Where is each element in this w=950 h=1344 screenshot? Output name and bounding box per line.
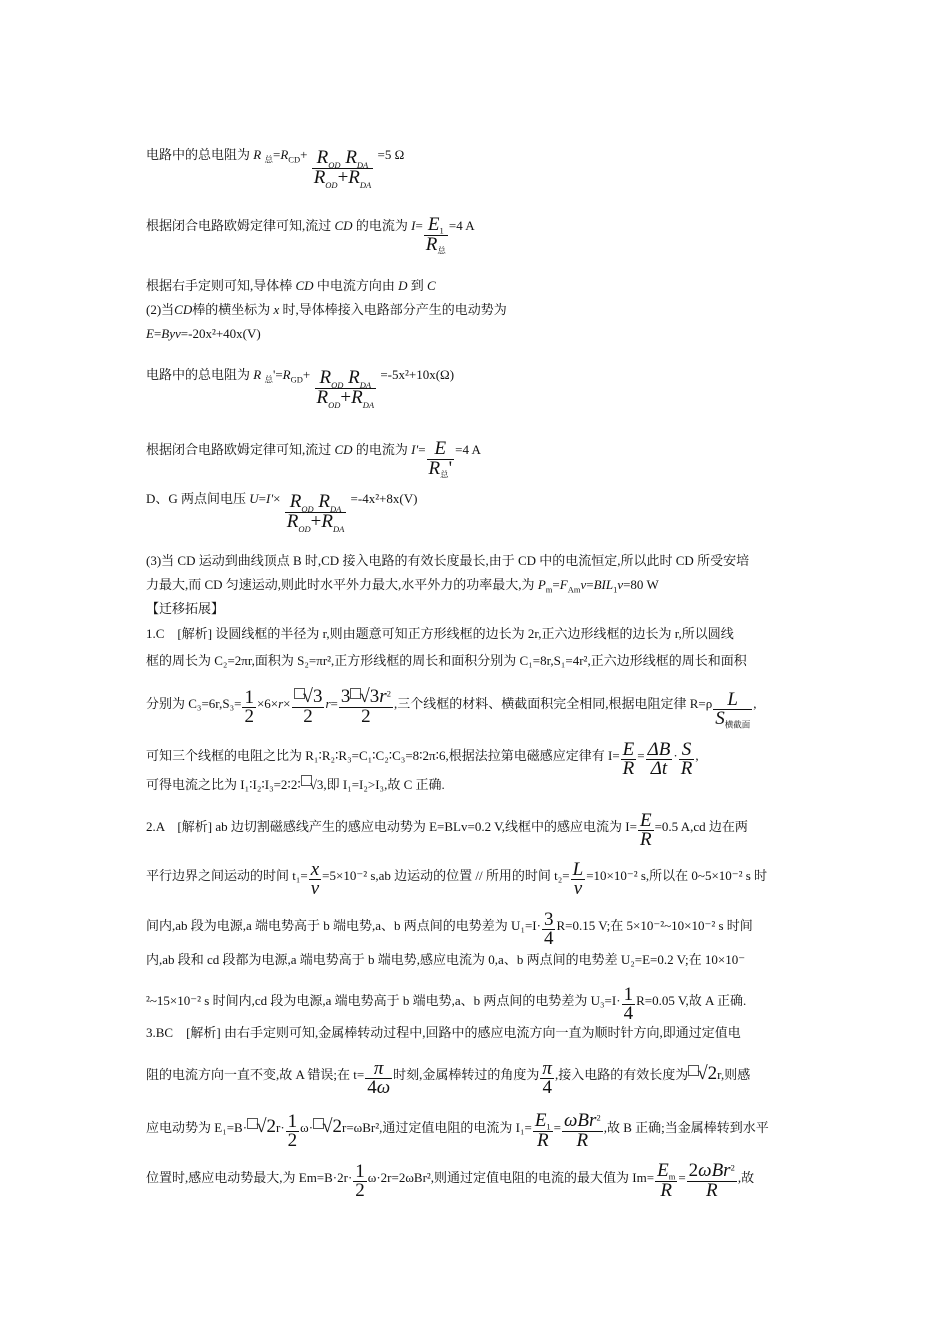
text: 时,导体棒接入电路部分产生的电动势为 <box>282 302 507 317</box>
result: =80 W <box>623 577 659 592</box>
text: r=ωBr²,通过定值电阻的电流为 I₁= <box>342 1120 532 1135</box>
fraction: $\frac{1}{2}$ <box>287 1111 298 1151</box>
text: =5×10⁻² s,ab 边运动的位置 // 所用的时间 t₂= <box>322 868 570 883</box>
text: 平行边界之间运动的时间 t₁= <box>146 868 308 883</box>
text: 电路中的总电阻为 <box>146 367 251 382</box>
text: 分别为 C₃=6r,S₃= <box>146 696 242 711</box>
p3-line4: 位置时,感应电动势最大,为 Em=B·2r· $\frac{1}{2}$ ω·2r=2ωBr²,则通过定值电阻的电流的最大值为 Im= $\frac{E_m}{R}$ = $\frac{2\omega Br^2}{R}$ ,故 <box>146 1160 755 1201</box>
fraction: $\frac{E}{R}$ <box>622 739 635 779</box>
text: ω· <box>300 1120 314 1135</box>
text: 到 <box>410 278 424 293</box>
fraction: $\frac{1}{2}$ <box>355 1161 365 1201</box>
line-total-resistance: 电路中的总电阻为 R $_总=R_{CD}+$ $\frac{R_{OD} R_{DA}}{R_{OD}+R_{DA}}$ =5 Ω <box>146 147 405 190</box>
text: R=0.05 V,故 A 正确. <box>636 993 747 1008</box>
fraction: $\frac{E_m}{R}$ <box>657 1160 676 1201</box>
text: 电路中的总电阻为 <box>146 147 251 162</box>
fraction: $\frac{R_{OD} R_{DA}}{R_{OD}+R_{DA}}$ <box>286 491 345 534</box>
text: 2.A [解析] ab 边切割磁感线产生的感应电动势为 E=BLv=0.2 V,线框中的感应电流为 I= <box>146 819 637 834</box>
p2-line1 <box>146 812 748 849</box>
line-current: 根据闭合电路欧姆定律可知,流过 CD 的电流为 I= $\frac{E_1}{R_总}$ =4 A <box>146 214 475 256</box>
fraction: $\frac{\pi}{4\omega}$ <box>367 1058 391 1098</box>
heading-text: 【迁移拓展】 <box>146 601 225 616</box>
text: ,接入电路的有效长度为 <box>554 1067 689 1082</box>
p1-line2 <box>146 652 747 670</box>
line-total-resistance-2: 电路中的总电阻为 R $_总'=R_{GD}+$ $\frac{R_{OD} R_{DA}}{R_{OD}+R_{DA}}$ =-5x²+10x(Ω) <box>146 367 455 410</box>
result: =5 Ω <box>377 147 405 162</box>
text: 间内,ab 段为电源,a 端电势高于 b 端电势,a、b 两点间的电势差为 U₁=I· <box>146 918 541 933</box>
fraction: $\frac{\pi}{4}$ <box>542 1058 552 1098</box>
text: 框的周长为 C₂=2πr,面积为 S₂=πr²,正方形线框的周长和面积分别为 C₁=8r,S₁=4r²,正六边形线框的周长和面积 <box>146 653 747 668</box>
text: 时刻,金属棒转过的角度为 <box>393 1067 540 1082</box>
text: =-20x²+40x(V) <box>180 326 261 341</box>
fraction: $\frac{E}{R}$ <box>639 810 652 850</box>
fraction: $\frac{3}{4}$ <box>543 909 554 949</box>
text: (2)当 <box>146 302 175 317</box>
p1-line1 <box>146 625 734 643</box>
section-heading <box>146 600 224 618</box>
p3-line2: 阻的电流方向一直不变,故 A 错误;在 t= $\frac{\pi}{4\omega}$ 时刻,金属棒转过的角度为 $\frac{\pi}{4}$ ,接入电路的有效长度为 √2r,则感 <box>146 1058 751 1098</box>
text: 3.BC [解析] 由右手定则可知,金属棒转动过程中,回路中的感应电流方向一直为顺时针方向,即通过定值电 <box>146 1025 741 1040</box>
fraction: $\frac{3 √3r^2}{2}$ <box>340 686 391 727</box>
text: 1.C [解析] 设圆线框的半径为 r,则由题意可知正方形线框的边长为 2r,正六边形线框的边长为 r,所以圆线 <box>146 626 734 641</box>
text: ,三个线框的材料、横截面积完全相同,根据电阻定律 R=ρ <box>393 696 713 711</box>
p1-line3: 分别为 C₃=6r,S₃= $\frac{1}{2}$ ×6×r× $\frac{√3}{2}$ r= $\frac{3 √3r^2}{2}$ ,三个线框的材料、横截面积完全相同,根据电阻定律 R=ρ $\frac{L}{S_{横截面}}$ , <box>146 686 757 730</box>
p2-line3 <box>146 911 753 948</box>
text: =0.5 A,cd 边在两 <box>654 819 748 834</box>
text: ω·2r=2ωBr²,则通过定值电阻的电流的最大值为 Im= <box>367 1170 655 1185</box>
text: 中电流方向由 <box>316 278 395 293</box>
line-direction: 根据右手定则可知,导体棒 CD 中电流方向由 D 到 C <box>146 278 436 293</box>
line-emf: E=Byv=-20x²+40x(V) <box>146 326 261 341</box>
text: 可知三个线框的电阻之比为 R₁∶R₂∶R₃=C₁∶C₂∶C₃=8∶2π∶6,根据法拉第电磁感应定律有 I= <box>146 748 620 763</box>
text: ,故 B 正确;当金属棒转到水平 <box>603 1120 769 1135</box>
text: ²~15×10⁻² s 时间内,cd 段为电源,a 端电势高于 b 端电势,a、b 两点间的电势差为 U₃=I· <box>146 993 621 1008</box>
text: 的电流为 <box>355 218 408 233</box>
line-part2: (2)当CD棒的横坐标为 x 时,导体棒接入电路部分产生的电动势为 <box>146 302 507 317</box>
text: 应电动势为 E₁=B· <box>146 1120 248 1135</box>
text: 根据右手定则可知,导体棒 <box>146 278 293 293</box>
fraction: $\frac{1}{2}$ <box>244 687 254 727</box>
fraction: $\frac{R_{OD} R_{DA}}{R_{OD}+R_{DA}}$ <box>316 367 375 410</box>
text: ,即 I₁=I₂>I₃,故 C 正确. <box>323 777 445 792</box>
text: 可得电流之比为 I₁∶I₂∶I₃=2∶2∶ <box>146 777 301 792</box>
result: =4 A <box>455 442 481 457</box>
fraction: $\frac{\omega Br^2}{R}$ <box>564 1110 601 1151</box>
fraction: $\frac{E_1}{R_总}$ <box>425 214 446 256</box>
fraction: $\frac{√3}{2}$ <box>292 688 325 726</box>
p2-line5 <box>146 986 746 1023</box>
p1-line4: 可知三个线框的电阻之比为 R₁∶R₂∶R₃=C₁∶C₂∶C₃=8∶2π∶6,根据法拉第电磁感应定律有 I= $\frac{E}{R}$ = $\frac{\Delta B}{\Delta t}$ · $\frac{S}{R}$ , <box>146 739 699 779</box>
text: 力最大,而 CD 匀速运动,则此时水平外力最大,水平外力的功率最大,为 <box>146 577 535 592</box>
line-voltage: D、G 两点间电压 U=I'× $\frac{R_{OD} R_{DA}}{R_{OD}+R_{DA}}$ =-4x²+8x(V) <box>146 491 418 534</box>
text: R=0.15 V;在 5×10⁻²~10×10⁻² s 时间 <box>556 918 753 933</box>
text: 根据闭合电路欧姆定律可知,流过 <box>146 218 332 233</box>
fraction: $\frac{L}{S_{横截面}}$ <box>715 689 751 730</box>
fraction: $\frac{E}{R_总'}$ <box>428 438 453 480</box>
p2-line2 <box>146 861 767 898</box>
text: 位置时,感应电动势最大,为 Em=B·2r· <box>146 1170 353 1185</box>
fraction: $\frac{R_{OD} R_{DA}}{R_{OD}+R_{DA}}$ <box>313 147 372 190</box>
result: =-4x²+8x(V) <box>350 491 418 506</box>
result: =4 A <box>448 218 475 233</box>
fraction: $\frac{\Delta B}{\Delta t}$ <box>647 739 671 779</box>
text: 根据闭合电路欧姆定律可知,流过 <box>146 442 332 457</box>
text: ,故 <box>737 1170 755 1185</box>
result: =-5x²+10x(Ω) <box>380 367 455 382</box>
text: r,则感 <box>717 1067 751 1082</box>
text: 阻的电流方向一直不变,故 A 错误;在 t= <box>146 1067 365 1082</box>
p3-line1 <box>146 1024 741 1042</box>
p3-line3: 应电动势为 E₁=B· √2r· $\frac{1}{2}$ ω· √2r=ωBr²,通过定值电阻的电流为 I₁= $\frac{E_1}{R}$ = $\frac{\omega Br^2}{R}$ ,故 B 正确;当金属棒转到水平 <box>146 1110 769 1151</box>
fraction: $\frac{E_1}{R}$ <box>534 1110 551 1151</box>
text: =10×10⁻² s,所以在 0~5×10⁻² s 时 <box>586 868 768 883</box>
fraction: $\frac{x}{v}$ <box>310 859 320 899</box>
text: 的电流为 <box>355 442 408 457</box>
text: 内,ab 段和 cd 段都为电源,a 端电势高于 b 端电势,感应电流为 0,a、b 两点间的电势差 U₂=E=0.2 V;在 10×10⁻ <box>146 952 746 967</box>
line-current-2: 根据闭合电路欧姆定律可知,流过 CD 的电流为 I'= $\frac{E}{R_总'}$ =4 A <box>146 438 481 480</box>
text: (3)当 CD 运动到曲线顶点 B 时,CD 接入电路的有效长度最长,由于 CD 中的电流恒定,所以此时 CD 所受安培 <box>146 553 750 568</box>
fraction: $\frac{1}{4}$ <box>623 984 634 1024</box>
fraction: $\frac{S}{R}$ <box>680 739 693 779</box>
text: 棒的横坐标为 <box>192 302 271 317</box>
line-part3-cont: 力最大,而 CD 匀速运动,则此时水平外力最大,水平外力的功率最大,为 $P_m=F_{Am}v=BIL_1v=80$ W <box>146 577 659 595</box>
line-part3 <box>146 552 749 570</box>
text: r· <box>276 1120 285 1135</box>
p2-line4 <box>146 951 745 969</box>
fraction: $\frac{2\omega Br^2}{R}$ <box>688 1160 735 1201</box>
fraction: $\frac{L}{v}$ <box>572 859 584 899</box>
text: D、G 两点间电压 <box>146 491 247 506</box>
p1-line5: 可得电流之比为 I₁∶I₂∶I₃=2∶2∶ √3,即 I₁=I₂>I₃,故 C 正确. <box>146 777 445 792</box>
